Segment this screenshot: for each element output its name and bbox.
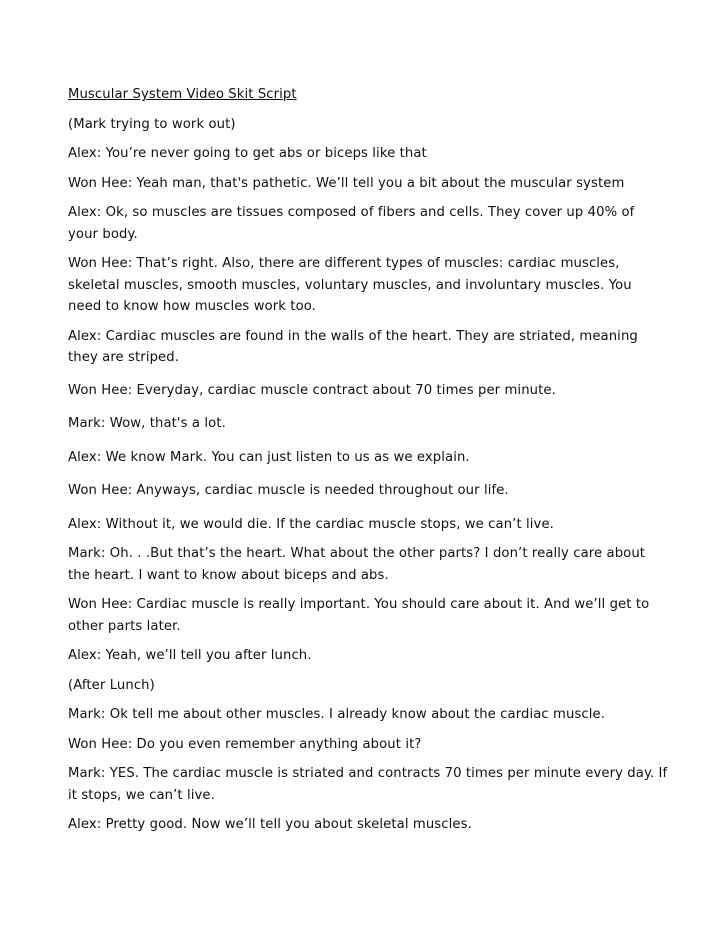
dialogue-line: Alex: You’re never going to get abs or biceps like that [68, 146, 427, 161]
dialogue-line: Alex: Yeah, we’ll tell you after lunch. [68, 648, 312, 663]
stage-direction: (Mark trying to work out) [68, 116, 236, 132]
dialogue-line: Alex: We know Mark. You can just listen to us as we explain. [68, 449, 470, 465]
dialogue-line: Won Hee: Everyday, cardiac muscle contract about 70 times per minute. [68, 382, 556, 398]
dialogue-line: Won Hee: Anyways, cardiac muscle is needed throughout our life. [68, 483, 509, 498]
dialogue-line: Alex: Ok, so muscles are tissues composed of fibers and cells. They cover up 40% of your body. [68, 205, 635, 242]
dialogue-line: Mark: YES. The cardiac muscle is striated and contracts 70 times per minute every day. If it stops, we can’t live. [68, 766, 668, 803]
dialogue-line: Mark: Oh. . .But that’s the heart. What about the other parts? I don’t really care about the heart. I want to know about biceps and abs. [68, 546, 646, 583]
dialogue-line: Won Hee: Yeah man, that's pathetic. We’ll tell you a bit about the muscular system [68, 175, 625, 191]
dialogue-line: Alex: Cardiac muscles are found in the walls of the heart. They are striated, meaning they are striped. [68, 328, 638, 365]
stage-direction: (After Lunch) [68, 677, 155, 693]
script-body [68, 84, 668, 844]
dialogue-line: Mark: Ok tell me about other muscles. I already know about the cardiac muscle. [68, 707, 606, 722]
document-title: Muscular System Video Skit Script [68, 87, 297, 102]
dialogue-line: Mark: Wow, that's a lot. [68, 416, 226, 431]
dialogue-line: Alex: Without it, we would die. If the cardiac muscle stops, we can’t live. [68, 516, 554, 532]
dialogue-line: Won Hee: That’s right. Also, there are different types of muscles: cardiac muscles, skeletal muscles, smooth muscles, voluntary muscles, and involuntary muscles. You need to know how muscles work too. [68, 256, 632, 314]
dialogue-line: Won Hee: Cardiac muscle is really important. You should care about it. And we’ll get to other parts later. [68, 597, 650, 634]
dialogue-line: Won Hee: Do you even remember anything about it? [68, 736, 422, 752]
dialogue-line: Alex: Pretty good. Now we’ll tell you about skeletal muscles. [68, 817, 472, 832]
